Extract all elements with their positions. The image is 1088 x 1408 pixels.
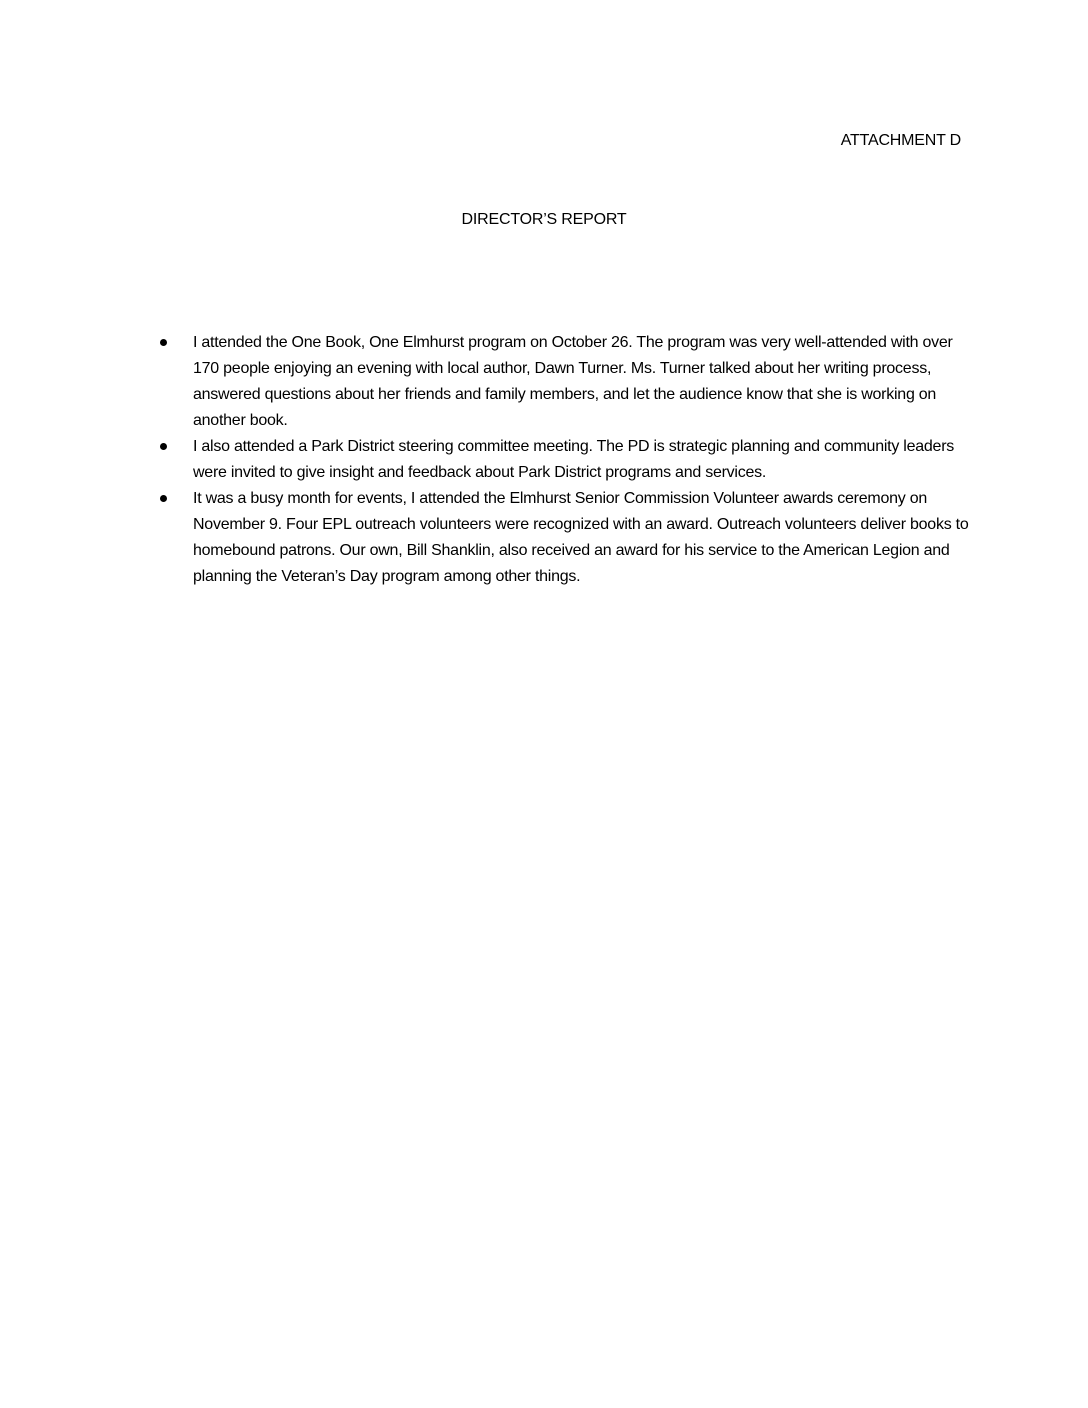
attachment-label: ATTACHMENT D	[840, 132, 961, 149]
bullet-icon	[160, 443, 167, 450]
report-bullet-list	[160, 330, 970, 590]
bullet-icon	[160, 339, 167, 346]
list-item-text: I attended the One Book, One Elmhurst program on October 26. The program was very well-attended with over 170 people enjoying an evening with local author, Dawn Turner. Ms. Turner talked about her writing process, answered questions about her friends and family members, and let the audience know that she is working on another book.	[193, 334, 953, 429]
list-item	[160, 486, 970, 590]
list-item	[160, 330, 970, 434]
page-title: DIRECTOR’S REPORT	[461, 211, 627, 228]
list-item	[160, 434, 970, 486]
bullet-icon	[160, 495, 167, 502]
list-item-text: It was a busy month for events, I attended the Elmhurst Senior Commission Volunteer awards ceremony on November 9. Four EPL outreach volunteers were recognized with an award. Outreach volunteers deliver books to homebound patrons. Our own, Bill Shanklin, also received an award for his service to the American Legion and planning the Veteran’s Day program among other things.	[193, 490, 969, 585]
list-item-text: I also attended a Park District steering committee meeting. The PD is strategic planning and community leaders were invited to give insight and feedback about Park District programs and services.	[193, 438, 955, 481]
